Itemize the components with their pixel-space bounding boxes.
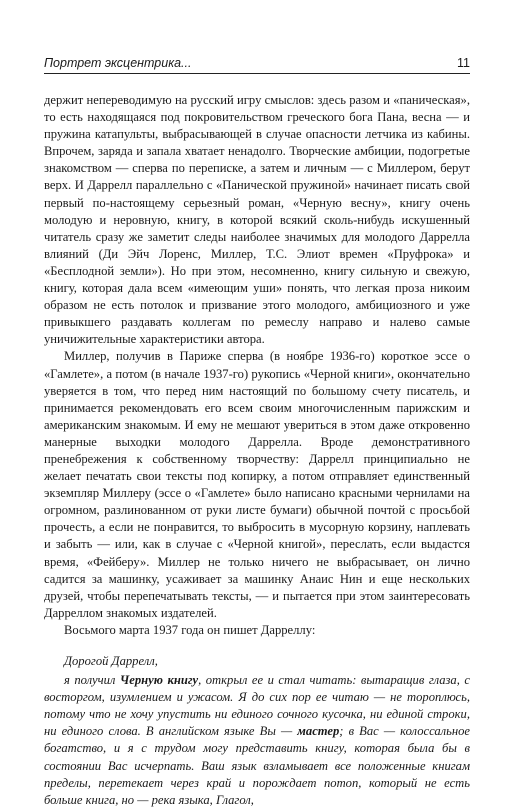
paragraph-1: держит непереводимую на русский игру смыслов: здесь разом и «паническая», то есть находящаяся под покровительством греческого бога Пана, весна — и пружина катапульты, выбрасывающей в случае опасности летчика из кабины. Впрочем, заряда и запала хватает ненадолго. Творческие амбиции, подогретые знакомством — сперва по переписке, а затем и личным — с Миллером, берут верх. И Даррелл параллельно с «Панической пружиной» начинает писать свой первый по-настоящему серьезный роман, «Черную весну», книгу очень молодую и неровную, книгу, в которой всякий сколь-нибудь искушенный читатель сразу же заметит следы наиболее значимых для молодого Даррелла влияний (Ди Эйч Лоренс, Миллер, Т.С. Элиот времен «Пруфрока» и «Бесплодной земли»). Но при этом, несомненно, книгу сильную и свежую, книгу, которая дала всем «имеющим уши» понять, что легкая проза никоим образом не есть потолок и призвание этого молодого, амбициозного и уже привыкшего раздавать коллегам по ремеслу направо и налево самые уничижительные характеристики автора. [44,93,470,347]
letter-bold-book-title: Черную книгу [119,673,199,688]
running-header [44,56,470,74]
letter-text-c: ; в Вас — колоссальное богатство, и я с трудом могу представить книгу, которая была бы в состоянии Вас исчерпать. Ваш язык взламывает все положенные книгам пределы, перетекает через край и порождает потоп, который не есть больше книга, но — река языка, Глагол, [44,724,470,807]
page-number: 11 [457,56,470,70]
paragraph-3: Восьмого марта 1937 года он пишет Дарреллу: [64,622,316,637]
letter-text-a: я получил [64,673,120,688]
letter-bold-master: мастер [297,724,340,739]
running-title: Портрет эксцентрика... [44,56,192,70]
letter-salutation: Дорогой Даррелл, [64,654,158,668]
letter-text-b: , открыл ее и стал читать: вытаращив глаза, с восторгом, изумлением и ужасом. Я до сих пор ее читаю — не тороплюсь, потому что не хочу упустить ни единого сочного кусочка, ни единой строки, ни единого слова. В английском языке Вы — [44,673,470,739]
letter-body [44,672,470,809]
letter-quote [44,653,470,809]
paragraph-2: Миллер, получив в Париже сперва (в ноябре 1936-го) короткое эссе о «Гамлете», а потом (в начале 1937-го) рукопись «Черной книги», окончательно уверяется в том, что перед ним настоящий по большому счету писатель, и принимается рекомендовать его всем своим многочисленным парижским и американским знакомым. И ему не мешают увериться в этом даже откровенно манерные выходки молодого Даррелла. Вроде демонстративного пренебрежения к собственному творчеству: Даррелл принципиально не желает печатать свои тексты под копирку, а потом отправляет единственный экземпляр Миллеру (эссе о «Гамлете» было написано красными чернилами на огромном, разлинованном от руки листе бумаги) обычной почтой с просьбой прочесть, а если не понравится, то выбросить в мусорную корзину, наплевать и забыть — или, как в случае с «Черной книгой», переслать, если выдастся время, «Фейберу». Миллер не только ничего не выбрасывает, он лично садится за машинку, усаживает за машинку Анаис Нин и еще нескольких друзей, чтобы перепечатывать тексты, — и пытается при этом заинтересовать Дарреллом знакомых издателей. [44,349,470,620]
body-text [44,92,470,809]
